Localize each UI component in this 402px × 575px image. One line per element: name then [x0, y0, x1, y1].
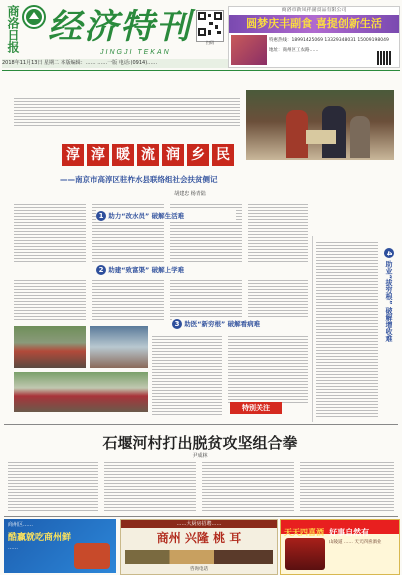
- ad-right-bottle-photo: [285, 538, 325, 570]
- sec2-col-2: [92, 278, 164, 322]
- masthead-advertisement: [228, 6, 400, 68]
- section-4-heading: [380, 248, 398, 368]
- lead-intro-text: [14, 96, 240, 128]
- ad-left-line1: 酷赢就吃商州鲜: [8, 533, 72, 543]
- ad-center-brand: 商州 兴隆 桃 耳: [156, 531, 242, 545]
- second-col-4: [300, 460, 394, 512]
- qr-label: 扫码: [206, 40, 214, 45]
- second-col-3: [202, 460, 294, 512]
- ad-slogan-band: [229, 15, 399, 33]
- page-title: 经济特刊: [48, 7, 192, 47]
- sec3-col-2: [228, 334, 308, 404]
- lead-byline: 胡建忠 杨青陆: [174, 191, 206, 197]
- section-1-heading: [96, 210, 236, 222]
- ad-center-tel: 咨询电话: [190, 567, 208, 572]
- ad-right-header: [281, 520, 399, 537]
- section-number: 2: [96, 265, 106, 275]
- section-2-heading: [96, 264, 236, 276]
- tel-line: ……一版 电话:(0914)……: [97, 60, 158, 66]
- ad-slogan: 圆梦庆丰副食 喜提创新生活: [246, 17, 382, 30]
- second-col-1: [8, 460, 98, 512]
- ad-center-photos: [125, 550, 273, 564]
- region-name: 商洛日报: [6, 5, 20, 53]
- lead-subtitle: ——南京市高淳区驻柞水县联络组社会扶贫侧记: [60, 175, 218, 184]
- ad-address: 地址：商州区工农路……: [269, 48, 319, 53]
- section-number: 4: [384, 248, 394, 258]
- event-photo-2: [90, 326, 148, 368]
- masthead-info-strip: [2, 59, 230, 68]
- sec3-col-1: [152, 334, 222, 416]
- section-title: 助医“新穷根” 破解看病难: [184, 320, 261, 328]
- banner-char: 乡: [187, 144, 209, 166]
- lead-col-1: [14, 202, 86, 262]
- masthead: [0, 0, 402, 68]
- banner-char: 淳: [87, 144, 109, 166]
- qr-code-icon: [196, 10, 224, 45]
- ad-right-sub: 山陵道 …… 天天四喜酒业: [329, 540, 382, 545]
- lead-col-4: [248, 202, 308, 262]
- special-focus-tag: 特别关注: [230, 402, 282, 414]
- sec2-col-3: [170, 278, 242, 322]
- ad-qr-icon: [377, 51, 391, 65]
- ad-right: [280, 519, 400, 575]
- section-title: 助建“致富渠” 破解上学难: [108, 266, 185, 274]
- banner-char: 暖: [112, 144, 134, 166]
- title-pinyin: JINGJI TEKAN: [100, 49, 171, 56]
- lead-banner: [62, 144, 242, 166]
- event-photo-3: [14, 372, 148, 412]
- ad-banner-text: 商洛市新凤祥副食品有限公司: [281, 7, 347, 13]
- section-number: 3: [172, 319, 182, 329]
- ad-left: [4, 519, 116, 573]
- ad-product-photo: [231, 35, 267, 65]
- right-col-text: [316, 240, 378, 418]
- ad-tel: 特惠热线：18991425069 13329348031 15009198049: [269, 38, 389, 43]
- issue-date: 2018年11月13日 星期二: [2, 60, 60, 66]
- sec2-col-1: [14, 278, 86, 322]
- ad-left-product-photo: [74, 543, 110, 569]
- ad-center: [120, 519, 278, 575]
- newspaper-logo-icon: [22, 5, 46, 29]
- banner-char: 润: [162, 144, 184, 166]
- second-story-headline: 石堰河村打出脱贫攻坚组合拳: [102, 434, 298, 452]
- banner-char: 淳: [62, 144, 84, 166]
- editor-line: 本版编辑：……: [60, 60, 96, 66]
- second-story-byline: 尹成林: [192, 453, 208, 459]
- ad-left-line2: ……: [8, 545, 18, 551]
- ad-left-brand: 商州区……: [8, 522, 34, 528]
- banner-char: 流: [137, 144, 159, 166]
- section-number: 1: [96, 211, 106, 221]
- banner-char: 民: [212, 144, 234, 166]
- ad-center-top: ……大厨房招聘……: [121, 520, 277, 528]
- event-photo-1: [14, 326, 86, 368]
- ad-right-brand: 天天四喜酒: [284, 528, 324, 537]
- lead-photo: [246, 90, 394, 160]
- section-title: 助业“拔穷根” 破解增收难: [385, 260, 393, 343]
- section-title: 助力“改水员” 破解生活难: [108, 212, 185, 220]
- ad-right-slogan: 好事自然有: [329, 528, 370, 537]
- sec2-col-4: [248, 278, 308, 322]
- second-col-2: [104, 460, 196, 512]
- section-3-heading: [172, 318, 312, 330]
